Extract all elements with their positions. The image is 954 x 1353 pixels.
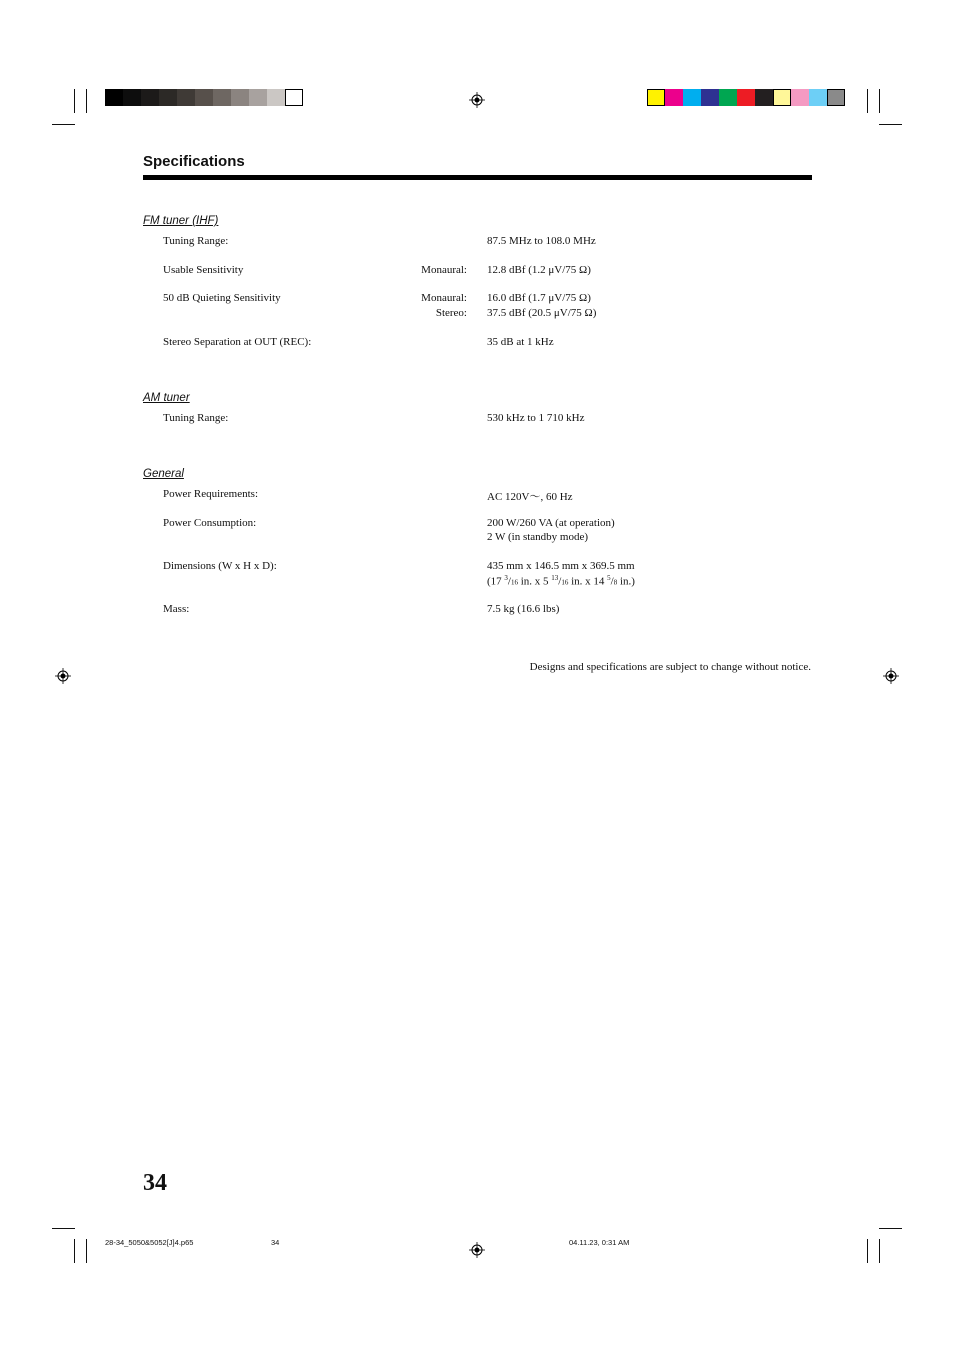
text-fragment: in.) [617,575,635,588]
color-swatch [647,89,665,106]
crop-mark [52,1228,75,1229]
spec-value: 87.5 MHz to 108.0 MHz [487,235,596,247]
text-fragment: in. x 5 [517,575,552,588]
spec-label: 50 dB Quieting Sensitivity [163,292,281,304]
text-fragment: in. x 14 [568,575,608,588]
spec-label: Power Requirements: [163,488,259,500]
spec-value: 200 W/260 VA (at operation) [487,517,615,529]
fraction-numerator: 5 [607,574,611,582]
crop-mark [74,89,75,113]
gray-swatch [105,89,123,106]
spec-label: Stereo Separation at OUT (REC): [163,336,312,348]
spec-label: Tuning Range: [163,235,229,247]
fraction-denominator: 16 [561,578,569,587]
spec-value: AC 120V～, 60 Hz [487,491,573,503]
change-notice: Designs and specifications are subject to change without notice. [529,661,811,673]
crop-mark [86,89,87,113]
section-heading-general: General [143,468,184,480]
spec-label: Dimensions (W x H x D): [163,560,277,572]
spec-qualifier: Stereo: [435,307,467,319]
color-swatch [791,89,809,106]
spec-label: Power Consumption: [163,517,257,529]
section-heading-am-tuner: AM tuner [143,392,190,404]
gray-swatch [285,89,303,106]
color-swatch [701,89,719,106]
color-swatch [737,89,755,106]
spec-label: Tuning Range: [163,412,229,424]
color-swatch [755,89,773,106]
registration-mark-icon [55,668,71,684]
footer-timestamp: 04.11.23, 0:31 AM [569,1238,630,1247]
footer-filename: 28-34_5050&5052[J]4.p65 [105,1238,194,1247]
spec-value-imperial: (17 $^3$/16 in. x 5 $^{13}$/16 in. x 14 $^5$/8 in.) [487,574,635,588]
spec-value: 530 kHz to 1 710 kHz [487,412,585,424]
crop-mark [879,1228,902,1229]
registration-mark-icon [469,1242,485,1258]
spec-label: Mass: [163,603,190,615]
crop-mark [879,89,880,113]
spec-qualifier: Monaural: [421,264,467,276]
color-swatch [665,89,683,106]
crop-mark [867,89,868,113]
section-heading-fm-tuner: FM tuner (IHF) [143,215,219,227]
fraction-numerator: 3 [504,574,508,582]
color-swatch [827,89,845,106]
spec-label: Usable Sensitivity [163,264,244,276]
spec-value: 35 dB at 1 kHz [487,336,554,348]
gray-swatch [123,89,141,106]
gray-swatch [177,89,195,106]
registration-mark-icon [883,668,899,684]
spec-value: 37.5 dBf (20.5 μV/75 Ω) [487,307,597,319]
gray-swatch [195,89,213,106]
color-swatch [773,89,791,106]
page-title: Specifications [143,153,245,170]
crop-mark [74,1239,75,1263]
spec-value: 16.0 dBf (1.7 μV/75 Ω) [487,292,591,304]
spec-qualifier: Monaural: [421,292,467,304]
gray-swatch [159,89,177,106]
gray-swatch [213,89,231,106]
registration-mark-icon [469,92,485,108]
spec-value: 435 mm x 146.5 mm x 369.5 mm [487,560,635,572]
color-swatch [683,89,701,106]
crop-mark [879,124,902,125]
fraction-denominator: 16 [510,578,518,587]
spec-value: 2 W (in standby mode) [487,531,589,543]
crop-mark [52,124,75,125]
gray-swatch [267,89,285,106]
spec-value: 7.5 kg (16.6 lbs) [487,603,560,615]
title-rule [143,175,812,180]
fraction-numerator: 13 [551,574,559,582]
color-swatch [809,89,827,106]
gray-swatch [249,89,267,106]
crop-mark [867,1239,868,1263]
crop-mark [86,1239,87,1263]
color-swatch [719,89,737,106]
text-fragment: (17 [487,575,505,588]
crop-mark [879,1239,880,1263]
page-number: 34 [143,1170,167,1196]
spec-value: 12.8 dBf (1.2 μV/75 Ω) [487,264,591,276]
gray-swatch [231,89,249,106]
fraction-denominator: 8 [613,578,618,587]
gray-swatch [141,89,159,106]
footer-page: 34 [271,1238,280,1247]
